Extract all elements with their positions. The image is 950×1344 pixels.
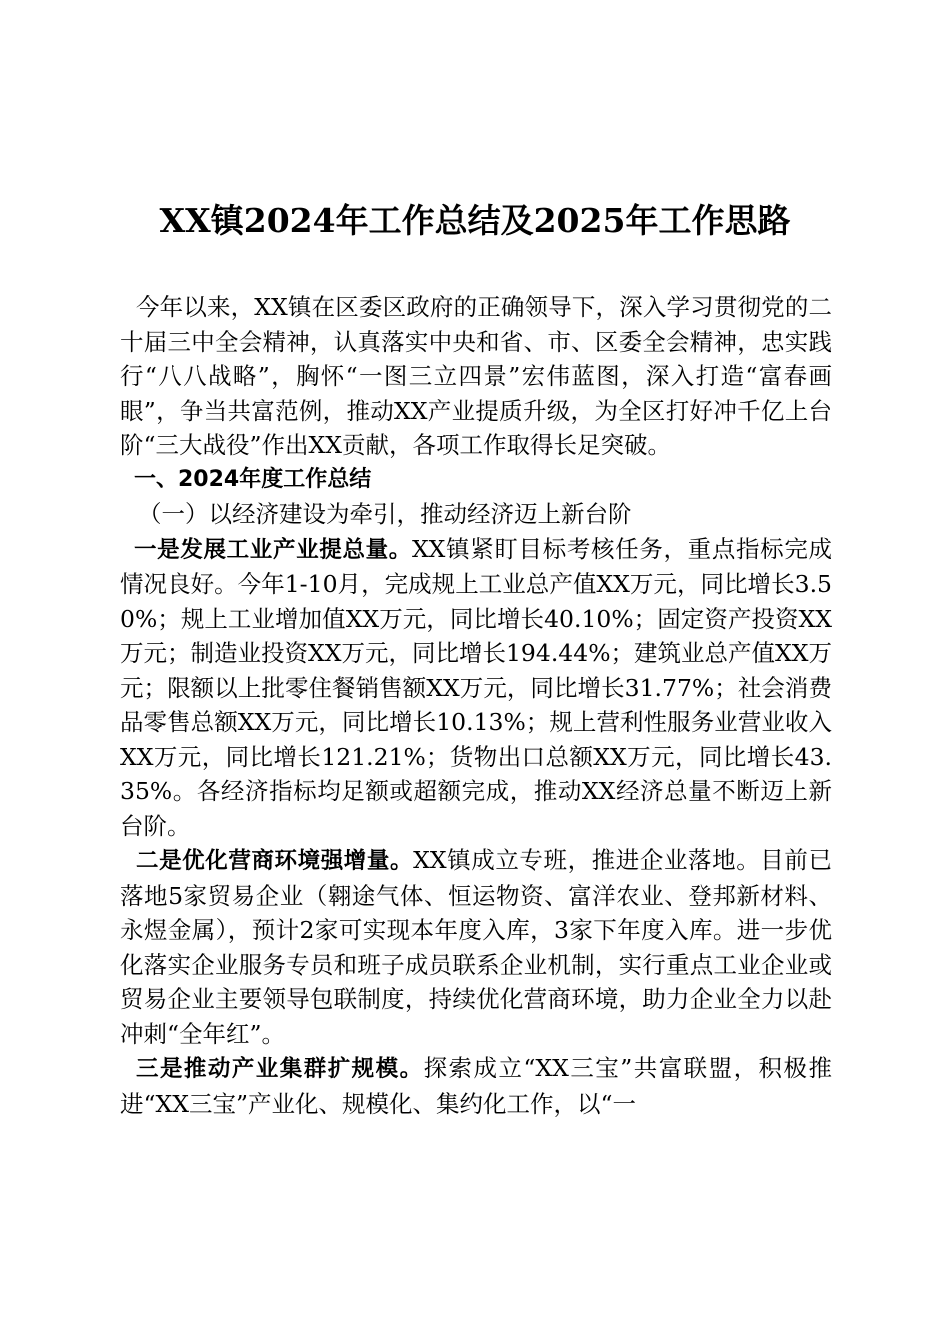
paragraph-lead: 一是发展工业产业提总量。 [134, 536, 412, 563]
document-body [120, 290, 832, 1121]
subsection-heading: （一）以经济建设为牵引，推动经济迈上新台阶 [138, 500, 632, 528]
paragraph-lead: 二是优化营商环境强增量。 [136, 848, 414, 874]
paragraph-text: XX镇成立专班，推进企业落地。目前已落地5家贸易企业（翱途气体、恒运物资、富洋农业、登邦新材料、永煜金属），预计2家可实现本年度入库，3家下年度入库。进一步优化落实企业服务专员和班子成员联系企业机制，实行重点工业企业或贸易企业主要领导包联制度，持续优化营商环境，助力企业全力以赴冲刺“全年红”。 [120, 846, 832, 1048]
paragraph-industry [120, 532, 832, 844]
document-title: XX镇2024年工作总结及2025年工作思路 [159, 201, 791, 240]
section-heading: 一、2024年度工作总结 [134, 466, 372, 492]
intro-paragraph: 今年以来，XX镇在区委区政府的正确领导下，深入学习贯彻党的二十届三中全会精神，认真落实中央和省、市、区委全会精神，忠实践行“八八战略”，胸怀“一图三立四景”宏伟蓝图，深入打造“富春画眼”，争当共富范例，推动XX产业提质升级，为全区打好冲千亿上台阶“三大战役”作出XX贡献，各项工作取得长足突破。 [120, 293, 832, 459]
paragraph-lead: 三是推动产业集群扩规模。 [136, 1056, 424, 1082]
paragraph-industry-cluster [120, 1051, 832, 1121]
paragraph-text: XX镇紧盯目标考核任务，重点指标完成情况良好。今年1-10月，完成规上工业总产值XX万元，同比增长3.50%；规上工业增加值XX万元，同比增长40.10%；固定资产投资XX万元；制造业投资XX万元，同比增长194.44%；建筑业总产值XX万元；限额以上批零住餐销售额XX万元，同比增长31.77%；社会消费品零售总额XX万元，同比增长10.13%；规上营利性服务业营业收入XX万元，同比增长121.21%；货物出口总额XX万元，同比增长43.35%。各经济指标均足额或超额完成，推动XX经济总量不断迈上新台阶。 [120, 534, 832, 840]
paragraph-business-environment [120, 843, 832, 1051]
paragraph-text: 探索成立“XX三宝”共富联盟，积极推进“XX三宝”产业化、规模化、集约化工作，以“一 [120, 1054, 832, 1118]
